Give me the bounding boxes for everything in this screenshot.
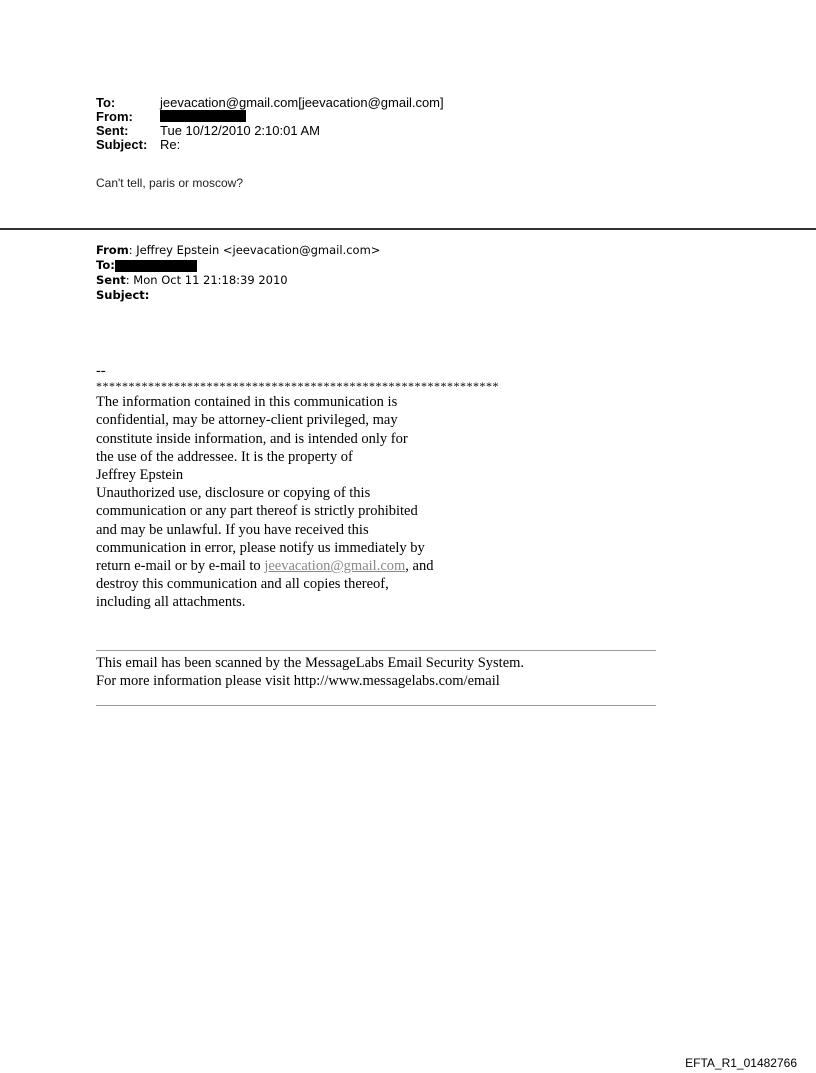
- scan-notice: [96, 654, 524, 690]
- fwd-to-label: To: [96, 258, 111, 272]
- header-subject-row: [96, 138, 444, 152]
- sig-dashes: --: [96, 363, 106, 379]
- subject-value: Re:: [160, 137, 181, 152]
- fwd-from-label: From: [96, 243, 129, 257]
- header-sent-row: [96, 124, 444, 138]
- subject-label: Subject:: [96, 137, 148, 152]
- sent-label: Sent:: [96, 123, 129, 138]
- redaction-bar: [160, 110, 246, 122]
- header-to-row: [96, 96, 444, 110]
- document-id: EFTA_R1_01482766: [685, 1056, 797, 1070]
- sig-line: and may be unlawful. If you have received this: [96, 521, 369, 538]
- fwd-subject-sep: :: [144, 288, 150, 302]
- scan-rule-top: [96, 650, 656, 651]
- sent-value: Tue 10/12/2010 2:10:01 AM: [160, 123, 320, 138]
- fwd-sent-row: [96, 273, 380, 288]
- sig-line: destroy this communication and all copies thereof,: [96, 576, 389, 593]
- sig-line: Jeffrey Epstein: [96, 467, 184, 484]
- scan-line-2: For more information please visit http://www.messagelabs.com/email: [96, 673, 500, 689]
- scan-line-1: This email has been scanned by the MessageLabs Email Security System.: [96, 655, 525, 671]
- fwd-subject-label: Subject: [96, 288, 145, 302]
- to-label: To:: [96, 95, 116, 110]
- sig-line: confidential, may be attorney-client privileged, may: [96, 412, 398, 429]
- fwd-subject-row: [96, 288, 380, 303]
- from-label: From:: [96, 109, 133, 124]
- to-value: jeevacation@gmail.com[jeevacation@gmail.com]: [160, 95, 444, 110]
- sig-line: The information contained in this communication is: [96, 394, 398, 411]
- sig-stars: **************************************************************: [96, 379, 499, 394]
- fwd-from-row: [96, 243, 380, 258]
- sig-line: including all attachments.: [96, 594, 246, 611]
- email-link[interactable]: jeevacation@gmail.com: [264, 558, 406, 575]
- fwd-sent-value: : Mon Oct 11 21:18:39 2010: [125, 273, 288, 287]
- email-header: [96, 96, 444, 152]
- confidentiality-notice: [96, 362, 499, 612]
- sig-line: [96, 557, 499, 575]
- sig-line-text: return e-mail or by e-mail to: [96, 558, 265, 575]
- fwd-to-row: [96, 258, 380, 273]
- message-body: Can't tell, paris or moscow?: [96, 176, 244, 190]
- sig-line: communication in error, please notify us immediately by: [96, 539, 425, 556]
- sig-line: communication or any part thereof is strictly prohibited: [96, 503, 418, 520]
- sig-line: constitute inside information, and is intended only for: [96, 430, 408, 447]
- scan-rule-bottom: [96, 705, 656, 706]
- fwd-to-sep: :: [110, 258, 115, 272]
- sig-line-text: , and: [405, 558, 434, 575]
- redaction-bar: [115, 260, 197, 272]
- fwd-from-value: : Jeffrey Epstein <jeevacation@gmail.com>: [128, 243, 381, 257]
- header-from-row: [96, 110, 444, 124]
- fwd-sent-label: Sent: [96, 273, 126, 287]
- sig-line: Unauthorized use, disclosure or copying of this: [96, 485, 371, 502]
- sig-line: the use of the addressee. It is the property of: [96, 448, 353, 465]
- forwarded-header: [96, 243, 380, 303]
- divider: [0, 228, 816, 230]
